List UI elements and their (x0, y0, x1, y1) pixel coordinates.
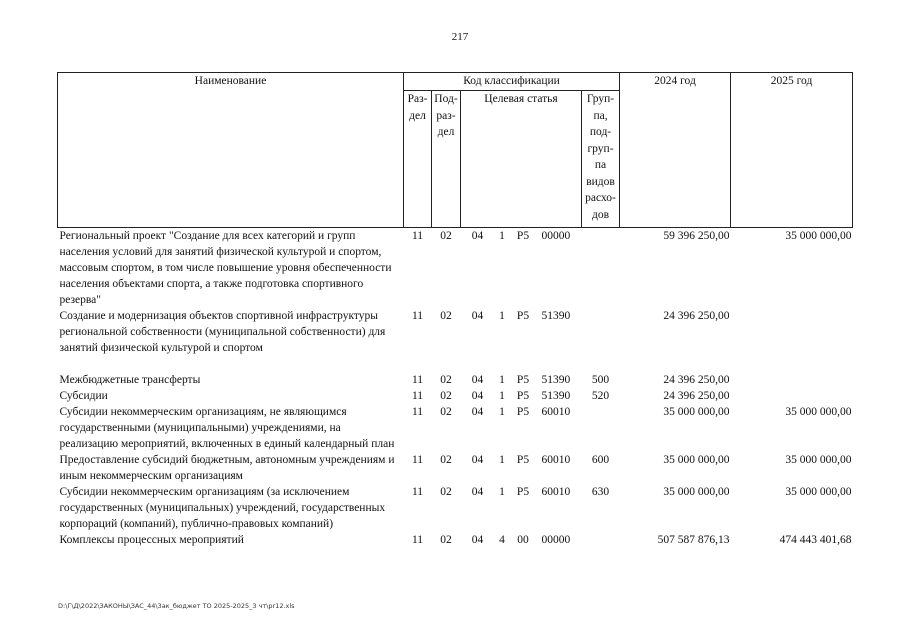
row-target-3: P5 (516, 406, 530, 418)
row-subsection: 02 (440, 454, 452, 466)
table-row (58, 228, 853, 309)
row-target-1: 04 (471, 390, 484, 402)
row-group: 600 (591, 454, 610, 466)
row-target-4: 00000 (541, 534, 571, 546)
row-group (582, 228, 620, 309)
row-2025: 35 000 000,00 (785, 454, 852, 466)
row-target-2: 1 (499, 230, 505, 242)
row-2025: 35 000 000,00 (785, 230, 852, 242)
row-subsection: 02 (440, 486, 452, 498)
row-name: Субсидии некоммерческим организациям, не являющимся государственными (муниципальными) учреждениями, на реализацию мероприятий, включенных в единый календарный план (59, 406, 395, 450)
row-group: 520 (591, 390, 610, 402)
budget-table-container (57, 72, 852, 548)
row-target-2: 4 (499, 534, 505, 546)
row-target-1: 04 (471, 310, 484, 322)
row-2024: 24 396 250,00 (663, 390, 730, 402)
header-subsection: Под- раз- дел (432, 91, 461, 228)
row-target-4: 60010 (541, 486, 571, 498)
row-target-3: 00 (517, 534, 529, 546)
row-target-2: 1 (499, 390, 505, 402)
row-subsection: 02 (440, 310, 452, 322)
row-target-3: P5 (516, 454, 530, 466)
row-subsection: 02 (440, 534, 452, 546)
row-name: Субсидии некоммерческим организациям (за исключением государственных (муниципальных) учреждений, государственных корпораций (компаний), публично-правовых компаний) (59, 486, 386, 530)
table-body (58, 228, 853, 549)
row-name: Предоставление субсидий бюджетным, автономным учреждениям и иным некоммерческим организациям (59, 454, 395, 482)
header-target-article: Целевая статья (461, 91, 582, 228)
row-subsection: 02 (440, 406, 452, 418)
table-row (58, 484, 853, 532)
row-group: 630 (591, 486, 610, 498)
row-2024: 24 396 250,00 (663, 374, 730, 386)
header-expense-group: Груп- па, под- груп- па видов расхо- дов (582, 91, 620, 228)
budget-table (57, 72, 853, 548)
row-2025: 35 000 000,00 (785, 486, 852, 498)
row-2025 (731, 308, 853, 372)
row-section: 11 (411, 374, 424, 386)
row-2024: 59 396 250,00 (663, 230, 730, 242)
row-target-3: P5 (516, 310, 530, 322)
row-2024: 35 000 000,00 (663, 406, 730, 418)
row-2024: 24 396 250,00 (663, 310, 730, 322)
table-header (58, 73, 853, 228)
row-target-2: 1 (499, 486, 505, 498)
row-target-1: 04 (471, 486, 484, 498)
row-name: Региональный проект "Создание для всех категорий и групп населения условий для занятий физической культурой и спортом, массовым спортом, в том числе повышение уровня обеспеченности населения объектами спорта, а также подготовка спортивного резерва" (59, 230, 392, 306)
row-2025 (731, 388, 853, 404)
table-row (58, 404, 853, 452)
row-target-4: 51390 (541, 390, 571, 402)
row-name: Комплексы процессных мероприятий (59, 534, 244, 546)
row-name: Межбюджетные трансферты (59, 374, 201, 386)
row-target-3: P5 (516, 374, 530, 386)
table-row (58, 452, 853, 484)
row-target-1: 04 (471, 406, 484, 418)
row-target-3: P5 (516, 390, 530, 402)
row-target-3: P5 (516, 486, 530, 498)
header-year-2024: 2024 год (620, 73, 731, 228)
row-target-1: 04 (471, 534, 484, 546)
row-group (582, 404, 620, 452)
header-classification: Код классификации (404, 73, 620, 91)
row-target-4: 51390 (541, 310, 571, 322)
row-target-1: 04 (471, 374, 484, 386)
page-number: 217 (451, 31, 469, 43)
row-subsection: 02 (440, 230, 452, 242)
row-target-4: 51390 (541, 374, 571, 386)
table-row (58, 308, 853, 372)
row-section: 11 (411, 454, 424, 466)
header-section: Раз- дел (404, 91, 432, 228)
row-target-1: 04 (471, 454, 484, 466)
row-name: Создание и модернизация объектов спортивной инфраструктуры региональной собственности (муниципальной собственности) для занятий физической культурой и спортом (59, 310, 386, 354)
row-subsection: 02 (440, 390, 452, 402)
row-target-4: 00000 (541, 230, 571, 242)
row-target-4: 60010 (541, 406, 571, 418)
row-name: Субсидии (59, 390, 108, 402)
table-row (58, 388, 853, 404)
row-2025 (731, 372, 853, 388)
row-target-2: 1 (499, 310, 505, 322)
row-section: 11 (411, 390, 424, 402)
row-target-4: 60010 (541, 454, 571, 466)
row-2025: 474 443 401,68 (779, 534, 852, 546)
table-row (58, 372, 853, 388)
row-section: 11 (411, 486, 424, 498)
row-2024: 507 587 876,13 (657, 534, 730, 546)
file-path-footer: D:\Г\Д\2022\ЗАКОНЫ\ЗАС_44\3ак_бюджет ТО 2025-2025_3 чт\pr12.xls (58, 602, 295, 610)
row-2024: 35 000 000,00 (663, 486, 730, 498)
row-target-2: 1 (499, 454, 505, 466)
row-section: 11 (411, 310, 424, 322)
row-group: 500 (591, 374, 610, 386)
row-2024: 35 000 000,00 (663, 454, 730, 466)
header-name: Наименование (58, 73, 404, 228)
row-section: 11 (411, 406, 424, 418)
row-2025: 35 000 000,00 (785, 406, 852, 418)
row-group (582, 532, 620, 548)
row-target-2: 1 (499, 406, 505, 418)
row-section: 11 (411, 534, 424, 546)
row-target-3: P5 (516, 230, 530, 242)
row-target-1: 04 (471, 230, 484, 242)
header-year-2025: 2025 год (731, 73, 853, 228)
row-section: 11 (411, 230, 424, 242)
table-row (58, 532, 853, 548)
row-subsection: 02 (440, 374, 452, 386)
row-target-2: 1 (499, 374, 505, 386)
row-group (582, 308, 620, 372)
